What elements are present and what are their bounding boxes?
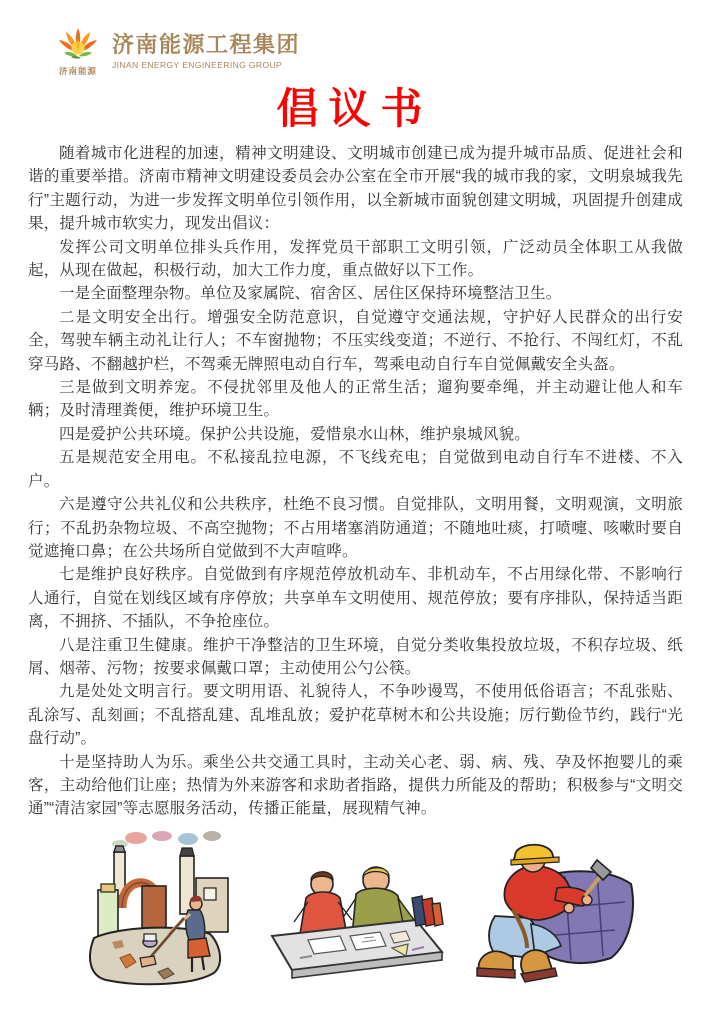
paragraph-item-4: 四是爱护公共环境。保护公共设施，爱惜泉水山林，维护泉城风貌。 (59, 425, 531, 443)
company-name-en: JINAN ENERGY ENGINEERING GROUP (112, 60, 283, 71)
construction-worker-illustration (461, 832, 639, 990)
lotus-flame-icon (56, 26, 100, 64)
paragraph-item-3: 三是做到文明养宠。不侵扰邻里及他人的正常生活；遛狗要牵绳，并主动避让他人和车辆；及时清理粪便，维护环境卫生。 (28, 379, 683, 420)
paragraph-item-10: 十是坚持助人为乐。乘坐公共交通工具时，主动关心老、弱、病、残、孕及怀抱婴儿的乘客，主动给他们让座；热情为外来游客和求助者指路，提供力所能及的帮助；积极参与“文明交通”“清洁家园”等志愿服务活动，传播正能量，展现精气神。 (28, 753, 683, 818)
desk-study-image (264, 858, 450, 990)
paragraph-item-8: 八是注重卫生健康。维护干净整洁的卫生环境，自觉分类收集投放垃圾，不积存垃圾、纸屑、烟蒂、污物；按要求佩戴口罩；主动使用公勺公筷。 (28, 636, 683, 677)
paragraph-item-5: 五是规范安全用电。不私接乱拉电源，不飞线充电；自觉做到电动自行车不进楼、不入户。 (28, 449, 683, 490)
illustration-row (0, 826, 709, 996)
logo-mark-caption: 济南能源 (58, 66, 97, 76)
street-cleaning-illustration (84, 830, 252, 990)
paragraph-intro: 随着城市化进程的加速，精神文明建设、文明城市创建已成为提升城市品质、促进社会和谐的重要举措。济南市精神文明建设委员会办公室在全市开展“我的城市我的家，文明泉城我先行”主题行动，为进一步发挥文明单位引领作用，以全新城市面貌创建文明城，巩固提升创建成果，提升城市软实力，现发出倡议： (28, 145, 683, 233)
paragraph-mobilize: 发挥公司文明单位排头兵作用，发挥党员干部职工文明引领，广泛动员全体职工从我做起，从现在做起，积极行动，加大工作力度，重点做好以下工作。 (28, 238, 683, 280)
desk-study-illustration (264, 858, 450, 990)
construction-worker-image (461, 832, 639, 990)
company-name-cn: 济南能源工程集团 (112, 31, 301, 57)
document-title: 倡议书 (276, 85, 433, 132)
logo-text-block (112, 33, 300, 70)
paragraph-item-1: 一是全面整理杂物。单位及家属院、宿舍区、居住区保持环境整洁卫生。 (59, 285, 562, 303)
street-cleaning-image (84, 830, 252, 990)
company-logo (54, 26, 300, 77)
paragraph-item-9: 九是处处文明言行。要文明用语、礼貌待人，不争吵谩骂，不使用低俗语言；不乱张贴、乱涂写、乱刻画；不乱搭乱建、乱堆乱放；爱护花草树木和公共设施；厉行勤俭节约，践行“光盘行动”。 (28, 683, 683, 748)
paragraph-item-2: 二是文明安全出行。增强安全防范意识，自觉遵守交通法规，守护好人民群众的出行安全，驾驶车辆主动礼让行人；不车窗抛物；不压实线变道；不逆行、不抢行、不闯红灯，不乱穿马路、不翻越护栏，不驾乘无牌照电动自行车，驾乘电动自行车自觉佩戴安全头盔。 (28, 308, 683, 373)
lotus-flame-logo-icon (54, 26, 102, 77)
document-body (28, 142, 683, 821)
paragraph-item-6: 六是遵守公共礼仪和公共秩序，杜绝不良习惯。自觉排队，文明用餐，文明观演，文明旅行；不乱扔杂物垃圾、不高空抛物；不占用堵塞消防通道；不随地吐痰，打喷嚏、咳嗽时要自觉遮掩口鼻；在公共场所自觉做到不大声喧哗。 (28, 496, 683, 560)
paragraph-item-7: 七是维护良好秩序。自觉做到有序规范停放机动车、非机动车，不占用绿化带、不影响行人通行，自觉在划线区域有序停放；共享单车文明使用、规范停放；要有序排队，保持适当距离，不拥挤、不插队，不争抢座位。 (28, 566, 683, 631)
